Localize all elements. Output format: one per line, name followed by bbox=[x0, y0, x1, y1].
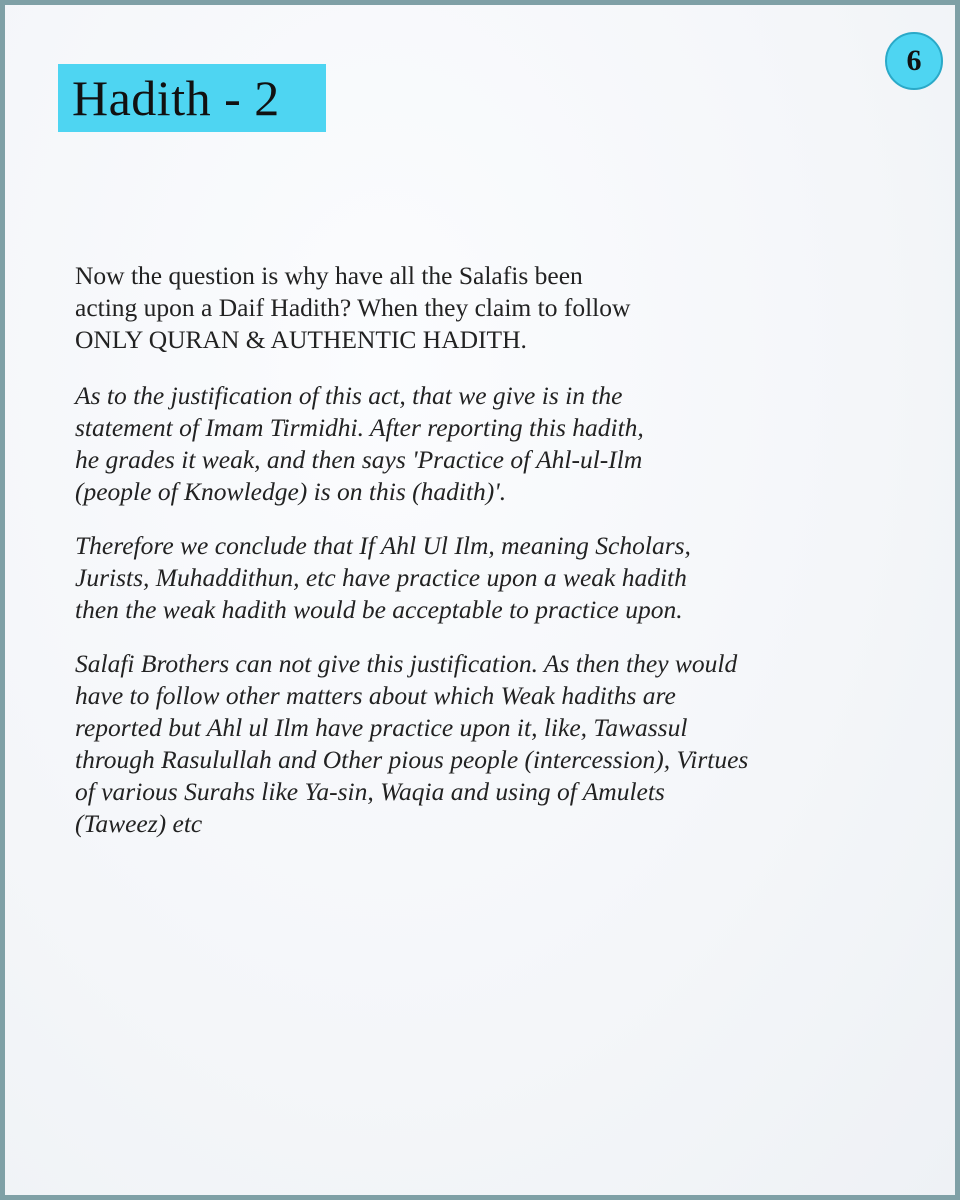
paragraph-line: (Taweez) etc bbox=[75, 809, 203, 838]
paragraph-line: then the weak hadith would be acceptable to practice upon. bbox=[75, 595, 683, 624]
paragraph-line: reported but Ahl ul Ilm have practice upon it, like, Tawassul bbox=[75, 713, 688, 742]
paragraph-line: As to the justification of this act, that we give is in the bbox=[75, 381, 623, 410]
paragraph-line: have to follow other matters about which Weak hadiths are bbox=[75, 681, 676, 710]
paragraph-line: he grades it weak, and then says 'Practice of Ahl-ul-Ilm bbox=[75, 445, 643, 474]
article-body bbox=[75, 260, 915, 840]
paragraph-line: of various Surahs like Ya-sin, Waqia and using of Amulets bbox=[75, 777, 665, 806]
paragraph-salafi-brothers bbox=[75, 648, 915, 840]
paragraph-line: Therefore we conclude that If Ahl Ul Ilm, meaning Scholars, bbox=[75, 531, 691, 560]
page-number: 6 bbox=[906, 44, 922, 77]
paragraph-line: statement of Imam Tirmidhi. After reporting this hadith, bbox=[75, 413, 644, 442]
paragraph-line: Salafi Brothers can not give this justification. As then they would bbox=[75, 649, 738, 678]
page-title: Hadith - 2 bbox=[72, 70, 280, 126]
paragraph-question bbox=[75, 260, 915, 356]
paragraph-line: acting upon a Daif Hadith? When they claim to follow bbox=[75, 293, 631, 322]
page-number-badge bbox=[885, 32, 943, 90]
paragraph-line: (people of Knowledge) is on this (hadith)'. bbox=[75, 477, 507, 506]
paragraph-line: through Rasulullah and Other pious people (intercession), Virtues bbox=[75, 745, 749, 774]
title-banner bbox=[58, 64, 326, 132]
paragraph-line: ONLY QURAN & AUTHENTIC HADITH. bbox=[75, 325, 527, 354]
paragraph-conclusion bbox=[75, 530, 915, 626]
paragraph-justification bbox=[75, 380, 915, 508]
paragraph-line: Jurists, Muhaddithun, etc have practice upon a weak hadith bbox=[75, 563, 687, 592]
paragraph-line: Now the question is why have all the Salafis been bbox=[75, 261, 583, 290]
